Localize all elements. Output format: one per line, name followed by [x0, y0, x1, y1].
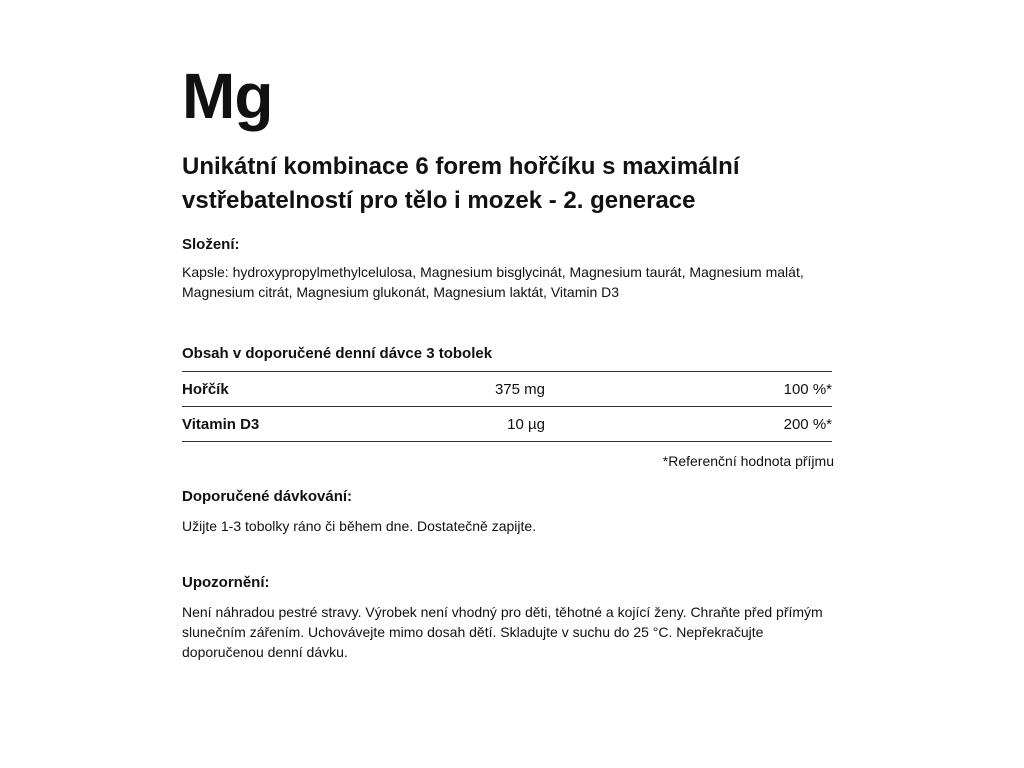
dosage-text: Užijte 1-3 tobolky ráno či během dne. Dostatečně zapijte.: [182, 518, 537, 534]
product-subtitle: Unikátní kombinace 6 forem hořčíku s maximální vstřebatelností pro tělo i mozek - 2. generace: [182, 153, 740, 214]
warning-text: Není náhradou pestré stravy. Výrobek není vhodný pro děti, těhotné a kojící ženy. Chraňte před přímým slunečním zářením. Uchovávejte mimo dosah dětí. Skladujte v suchu do 25 °C. Nepřekračujte doporučenou denní dávku.: [182, 604, 823, 660]
nutrient-amount: 375 mg: [412, 372, 545, 407]
dosage-heading: Doporučené dávkování:: [182, 488, 353, 505]
nutrition-table: [182, 371, 832, 442]
table-row: [182, 372, 832, 407]
composition-text: Kapsle: hydroxypropylmethylcelulosa, Magnesium bisglycinát, Magnesium taurát, Magnesium malát, Magnesium citrát, Magnesium glukonát, Magnesium laktát, Vitamin D3: [182, 264, 804, 300]
warning-heading: Upozornění:: [182, 574, 270, 591]
nutrient-reference: 200 %*: [545, 407, 832, 442]
reference-footnote: *Referenční hodnota příjmu: [662, 453, 834, 469]
composition-heading: Složení:: [182, 236, 240, 253]
nutrient-name: Vitamin D3: [182, 407, 412, 442]
nutrient-reference: 100 %*: [545, 372, 832, 407]
nutrient-name: Hořčík: [182, 372, 412, 407]
nutrition-heading: Obsah v doporučené denní dávce 3 tobolek: [182, 345, 493, 362]
product-symbol: Mg: [182, 60, 273, 132]
nutrient-amount: 10 µg: [412, 407, 545, 442]
table-row: [182, 407, 832, 442]
